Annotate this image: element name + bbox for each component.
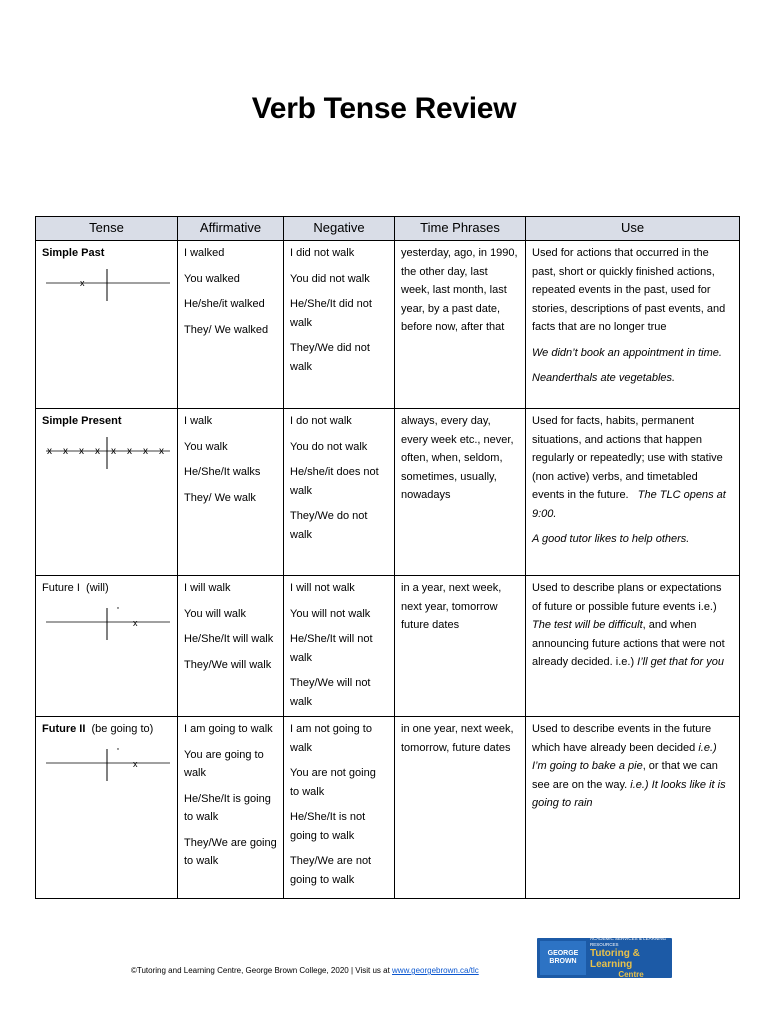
timeline-past-diagram xyxy=(42,267,172,303)
negative-cell xyxy=(284,717,395,899)
tense-label: Future II xyxy=(42,723,86,735)
affirmative-item: You are going to walk xyxy=(184,748,264,779)
svg-text:x: x xyxy=(79,445,84,457)
tense-name xyxy=(42,579,171,598)
time-phrases-text: yesterday, ago, in 1990, the other day, last week, last month, last year, by a past date, before now, after that xyxy=(401,247,518,333)
time-phrases-text: always, every day, every week etc., never, often, when, seldom, sometimes, usually, nowadays xyxy=(401,415,514,501)
header-negative: Negative xyxy=(284,217,395,241)
tense-name: Simple Past xyxy=(42,247,105,259)
negative-item: They/We did not walk xyxy=(290,342,370,373)
svg-text:x: x xyxy=(95,445,100,457)
use-text-main: Used for facts, habits, permanent situations, and actions that happen regularly or repeatedly; use with stative (non active) verbs, and timetabled events in the future. xyxy=(532,415,723,501)
time-phrases-text: in a year, next week, next year, tomorrow future dates xyxy=(401,582,502,631)
svg-text:x: x xyxy=(47,445,52,457)
table-row xyxy=(36,576,740,717)
affirmative-item: You walk xyxy=(184,440,228,453)
negative-item: I will not walk xyxy=(290,582,355,594)
negative-item: You are not going to walk xyxy=(290,767,376,798)
time-phrases-cell xyxy=(395,409,526,576)
footer-text: ©Tutoring and Learning Centre, George Brown College, 2020 | Visit us at xyxy=(131,966,393,975)
timeline-future-going-to-diagram xyxy=(42,743,172,783)
negative-item: You did not walk xyxy=(290,272,370,285)
svg-text:x: x xyxy=(111,445,116,457)
svg-text:x: x xyxy=(63,445,68,457)
affirmative-item: He/She/It will walk xyxy=(184,633,274,645)
use-text xyxy=(532,412,733,523)
svg-text:x: x xyxy=(133,617,138,628)
verb-tense-table xyxy=(35,216,740,899)
header-time-phrases: Time Phrases xyxy=(395,217,526,241)
negative-item: I do not walk xyxy=(290,415,352,427)
affirmative-item: They/We will walk xyxy=(184,658,272,671)
use-cell xyxy=(526,576,740,717)
use-text-part: Used to describe plans or expectations of future or possible future events i.e.) xyxy=(532,582,722,613)
logo-mark: GEORGE BROWN xyxy=(540,941,586,975)
time-phrases-text: in one year, next week, tomorrow, future dates xyxy=(401,723,514,754)
header-affirmative: Affirmative xyxy=(178,217,284,241)
use-example-inline: The TLC opens at 9:00. xyxy=(532,489,726,520)
affirmative-item: They/We are going to walk xyxy=(184,836,277,867)
tense-note: (be going to) xyxy=(91,723,154,735)
use-text: Used for actions that occurred in the past, short or quickly finished actions, repeated events in the past, used for stories, descriptions of past events, and facts that are no longer true xyxy=(532,247,726,333)
affirmative-item: They/ We walked xyxy=(184,323,269,336)
negative-cell xyxy=(284,409,395,576)
svg-text:x: x xyxy=(80,277,85,288)
use-text xyxy=(532,579,733,672)
table-row xyxy=(36,241,740,409)
tense-label: Future I xyxy=(42,582,80,594)
negative-item: They/We do not walk xyxy=(290,510,368,541)
negative-item: I am not going to walk xyxy=(290,723,372,754)
use-text-part: , and when announcing future actions that were not already decided. i.e.) xyxy=(532,619,725,668)
affirmative-cell xyxy=(178,717,284,899)
use-text-part: Used to describe events in the future which have already been decided xyxy=(532,723,712,754)
affirmative-item: I walk xyxy=(184,415,213,427)
negative-cell xyxy=(284,576,395,717)
tense-cell xyxy=(36,717,178,899)
table-row xyxy=(36,409,740,576)
affirmative-item: I am going to walk xyxy=(184,723,273,735)
tense-cell xyxy=(36,576,178,717)
logo-centre: Centre xyxy=(618,970,644,979)
use-cell xyxy=(526,409,740,576)
time-phrases-cell xyxy=(395,717,526,899)
use-cell xyxy=(526,717,740,899)
affirmative-item: He/she/it walked xyxy=(184,298,265,310)
use-example-inline: The test will be difficult xyxy=(532,619,643,631)
svg-text:x: x xyxy=(143,445,148,457)
svg-text:x: x xyxy=(133,758,138,769)
use-example: A good tutor likes to help others. xyxy=(532,533,690,545)
affirmative-item: He/She/It walks xyxy=(184,466,261,478)
page-title: Verb Tense Review xyxy=(251,92,517,125)
tense-name xyxy=(42,720,171,739)
use-example: Neanderthals ate vegetables. xyxy=(532,372,676,384)
header-tense: Tense xyxy=(36,217,178,241)
use-text xyxy=(532,720,733,813)
use-text-part: , or that we can see are on the way. xyxy=(532,760,718,791)
negative-item: They/We will not walk xyxy=(290,677,371,708)
time-phrases-cell xyxy=(395,241,526,409)
logo-small-text: ACADEMIC SERVICES & LEARNING RESOURCES xyxy=(590,936,667,947)
negative-item: I did not walk xyxy=(290,247,355,259)
affirmative-item: He/She/It is going to walk xyxy=(184,792,271,823)
affirmative-cell xyxy=(178,409,284,576)
use-example-inline: i.e.) It looks like it is going to rain xyxy=(532,778,726,809)
timeline-present-diagram xyxy=(42,435,172,471)
footer xyxy=(131,966,479,975)
college-logo xyxy=(537,938,672,978)
tense-note: (will) xyxy=(86,582,109,594)
affirmative-item: They/ We walk xyxy=(184,491,256,504)
affirmative-item: You will walk xyxy=(184,607,246,620)
negative-item: He/She/It will not walk xyxy=(290,633,373,664)
negative-item: He/she/it does not walk xyxy=(290,466,379,497)
affirmative-cell xyxy=(178,576,284,717)
tense-cell xyxy=(36,409,178,576)
negative-cell xyxy=(284,241,395,409)
logo-name: Tutoring & Learning xyxy=(590,948,640,970)
negative-item: He/She/It is not going to walk xyxy=(290,811,366,842)
timeline-future-diagram xyxy=(42,602,172,642)
negative-item: You will not walk xyxy=(290,607,371,620)
header-use: Use xyxy=(526,217,740,241)
affirmative-item: I will walk xyxy=(184,582,231,594)
tense-cell xyxy=(36,241,178,409)
logo-text xyxy=(586,936,672,980)
affirmative-item: I walked xyxy=(184,247,225,259)
affirmative-item: You walked xyxy=(184,272,240,285)
tense-name: Simple Present xyxy=(42,415,122,427)
negative-item: They/We are not going to walk xyxy=(290,855,372,886)
use-cell xyxy=(526,241,740,409)
use-example: We didn’t book an appointment in time. xyxy=(532,346,722,359)
affirmative-cell xyxy=(178,241,284,409)
negative-item: You do not walk xyxy=(290,440,368,453)
svg-text:x: x xyxy=(127,445,132,457)
footer-link[interactable]: www.georgebrown.ca/tlc xyxy=(392,966,479,975)
use-example-inline: I’ll get that for you xyxy=(637,656,724,668)
use-example-inline: i.e.) I’m going to bake a pie xyxy=(532,741,717,772)
time-phrases-cell xyxy=(395,576,526,717)
table-row xyxy=(36,717,740,899)
table-header-row xyxy=(36,217,740,241)
svg-text:x: x xyxy=(159,445,164,457)
negative-item: He/She/It did not walk xyxy=(290,298,372,329)
